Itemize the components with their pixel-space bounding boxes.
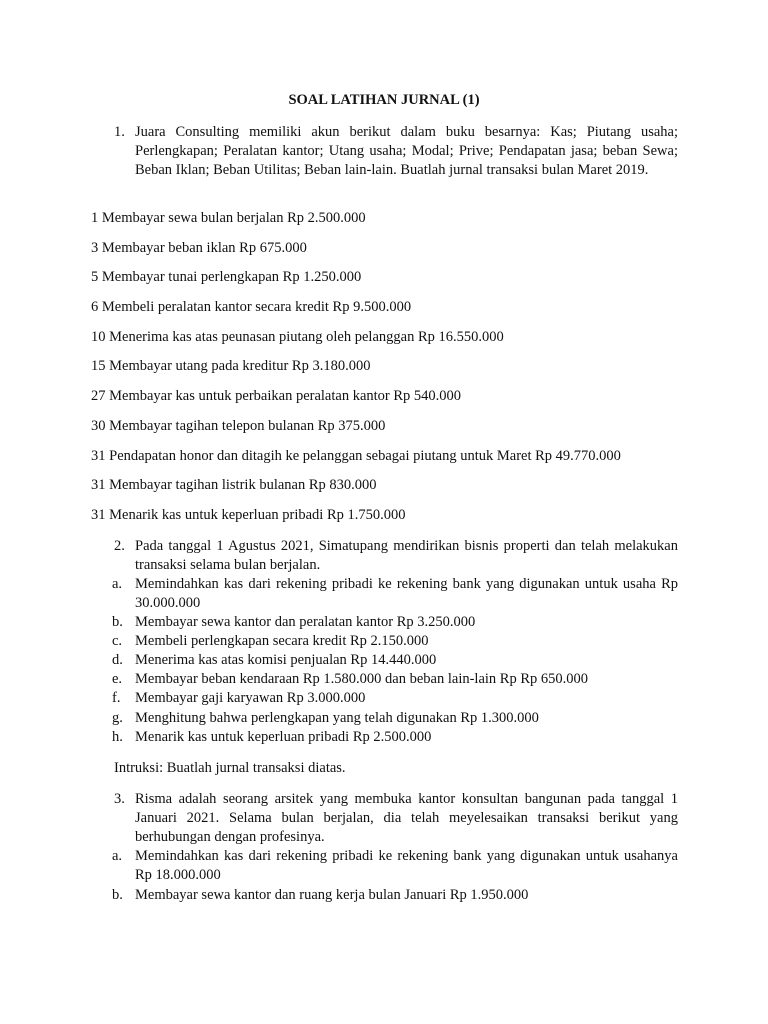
item-label: d.: [112, 652, 123, 668]
list-item: Membayar sewa kantor dan ruang kerja bulan Januari Rp 1.950.000: [135, 887, 529, 903]
item-label: a.: [112, 576, 123, 592]
list-item: 6 Membeli peralatan kantor secara kredit Rp 9.500.000: [91, 299, 412, 315]
item-label: c.: [112, 633, 123, 649]
list-item: 3 Membayar beban iklan Rp 675.000: [91, 240, 307, 256]
q3-number: 3.: [114, 791, 125, 807]
list-item: 27 Membayar kas untuk perbaikan peralatan kantor Rp 540.000: [91, 388, 462, 404]
q1-number: 1.: [114, 124, 125, 140]
list-item: Memindahkan kas dari rekening pribadi ke rekening bank yang digunakan untuk usaha Rp 30.000.000: [135, 576, 678, 611]
item-label: a.: [112, 848, 123, 864]
list-item: 31 Pendapatan honor dan ditagih ke pelanggan sebagai piutang untuk Maret Rp 49.770.000: [91, 448, 621, 464]
item-label: b.: [112, 887, 123, 903]
list-item: Membayar gaji karyawan Rp 3.000.000: [135, 690, 366, 706]
item-label: e.: [112, 671, 123, 687]
list-item: Membayar beban kendaraan Rp 1.580.000 dan beban lain-lain Rp Rp 650.000: [135, 671, 589, 687]
list-item: Menarik kas untuk keperluan pribadi Rp 2.500.000: [135, 729, 432, 745]
document-title: SOAL LATIHAN JURNAL (1): [288, 92, 480, 108]
item-label: f.: [112, 690, 121, 706]
list-item: 10 Menerima kas atas peunasan piutang oleh pelanggan Rp 16.550.000: [91, 329, 504, 345]
list-item: 30 Membayar tagihan telepon bulanan Rp 375.000: [91, 418, 386, 434]
q3-text: Risma adalah seorang arsitek yang membuka kantor konsultan bangunan pada tanggal 1 Januari 2021. Selama bulan berjalan, dia telah meyelesaikan transaksi berikut yang berhubungan dengan profesinya.: [135, 791, 678, 845]
item-label: g.: [112, 710, 123, 726]
list-item: Memindahkan kas dari rekening pribadi ke rekening bank yang digunakan untuk usahanya Rp 18.000.000: [135, 848, 678, 883]
q2-text: Pada tanggal 1 Agustus 2021, Simatupang mendirikan bisnis properti dan telah melakukan transaksi selama bulan berjalan.: [135, 538, 678, 573]
list-item: 5 Membayar tunai perlengkapan Rp 1.250.000: [91, 269, 362, 285]
list-item: Membeli perlengkapan secara kredit Rp 2.150.000: [135, 633, 429, 649]
q1-text: Juara Consulting memiliki akun berikut dalam buku besarnya: Kas; Piutang usaha; Perlengkapan; Peralatan kantor; Utang usaha; Modal; Prive; Pendapatan jasa; beban Sewa; Beban Iklan; Beban Utilitas; Beban lain-lain. Buatlah jurnal transaksi bulan Maret 2019.: [135, 124, 678, 178]
list-item: 31 Menarik kas untuk keperluan pribadi Rp 1.750.000: [91, 507, 406, 523]
list-item: Menerima kas atas komisi penjualan Rp 14.440.000: [135, 652, 437, 668]
list-item: 1 Membayar sewa bulan berjalan Rp 2.500.000: [91, 210, 366, 226]
list-item: Membayar sewa kantor dan peralatan kantor Rp 3.250.000: [135, 614, 476, 630]
q2-number: 2.: [114, 538, 125, 554]
list-item: Menghitung bahwa perlengkapan yang telah digunakan Rp 1.300.000: [135, 710, 539, 726]
item-label: b.: [112, 614, 123, 630]
list-item: 15 Membayar utang pada kreditur Rp 3.180.000: [91, 358, 371, 374]
q2-instruction: Intruksi: Buatlah jurnal transaksi diatas.: [114, 760, 346, 776]
item-label: h.: [112, 729, 123, 745]
list-item: 31 Membayar tagihan listrik bulanan Rp 830.000: [91, 477, 377, 493]
